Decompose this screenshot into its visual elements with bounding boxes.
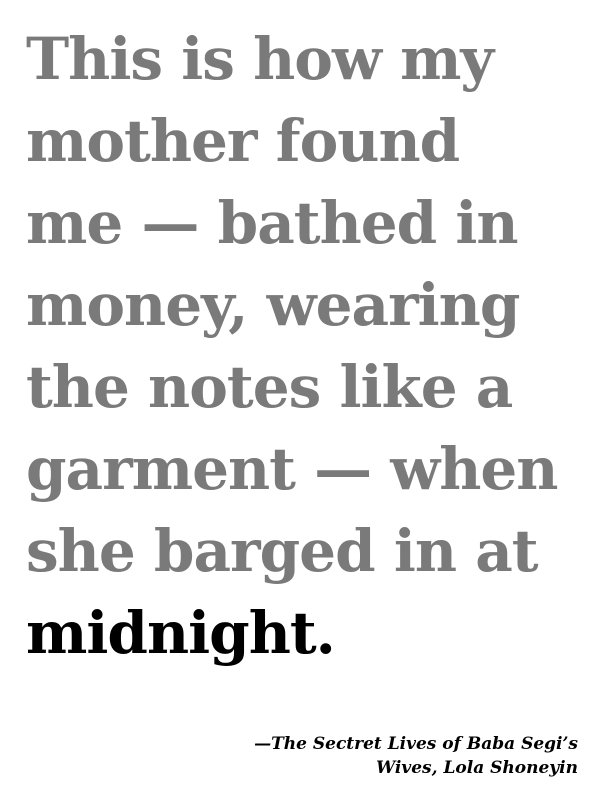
quote-emphasis: midnight. — [26, 599, 335, 667]
quote-line: the notes like a — [26, 353, 513, 421]
attribution-line: —The Sectret Lives of Baba Segi’s — [254, 734, 578, 754]
quote-text — [26, 18, 586, 674]
quote-line: mother found — [26, 107, 460, 175]
quote-line: she barged in at — [26, 517, 538, 585]
quote-line: me — bathed in — [26, 189, 518, 257]
quote-line: This is how my — [26, 25, 494, 93]
quote-attribution — [158, 732, 578, 780]
quote-line: money, wearing — [26, 271, 520, 339]
quote-line: garment — when — [26, 435, 558, 503]
attribution-line: Wives, Lola Shoneyin — [376, 758, 578, 778]
